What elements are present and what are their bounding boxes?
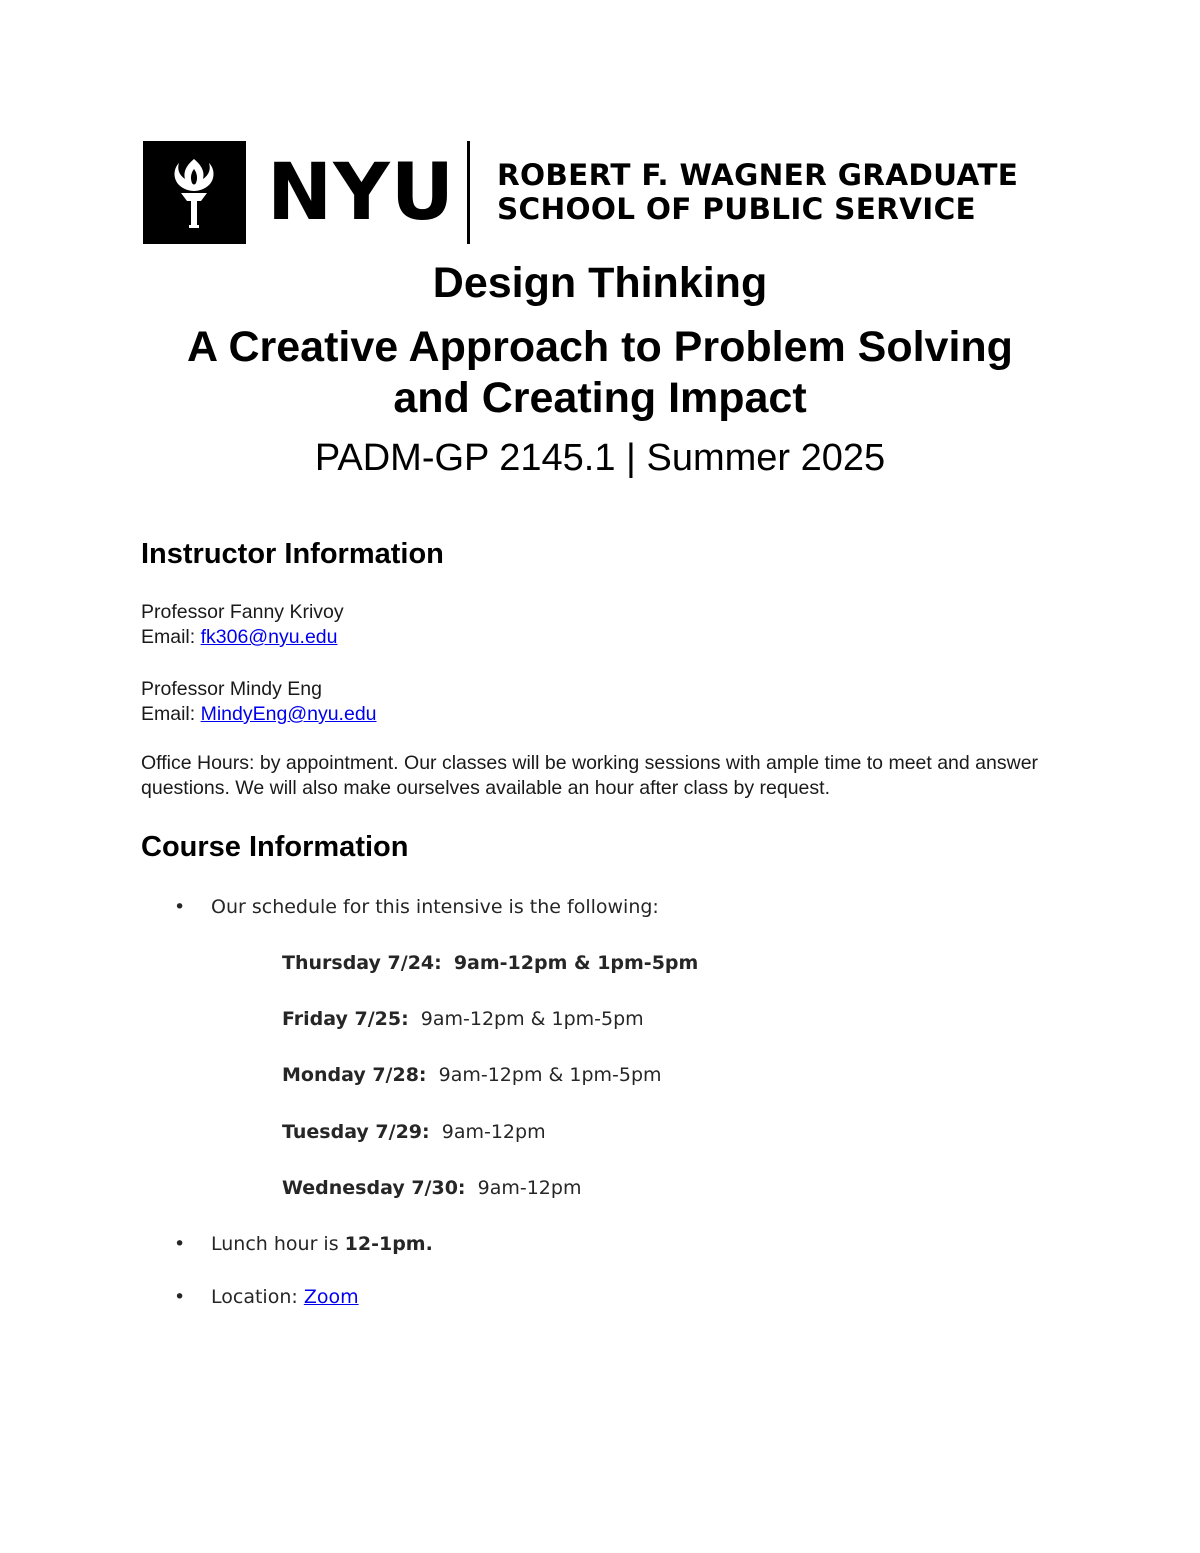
course-code: PADM-GP 2145.1 | Summer 2025 xyxy=(314,437,886,479)
course-title: Design Thinking xyxy=(432,259,768,307)
course-subtitle-line2: and Creating Impact xyxy=(393,374,807,422)
professor-block xyxy=(141,677,1071,727)
professor-email-line xyxy=(141,702,1071,727)
school-name xyxy=(497,158,1018,226)
lunch-text xyxy=(211,1232,433,1256)
schedule-row xyxy=(282,1120,546,1144)
location-text xyxy=(211,1285,359,1309)
schedule-row xyxy=(282,951,698,975)
lunch-prefix: Lunch hour is xyxy=(211,1233,339,1255)
schedule-row xyxy=(282,1063,662,1087)
schedule-day: Tuesday 7/29: xyxy=(282,1121,430,1143)
location-label: Location: xyxy=(211,1286,298,1308)
email-label: Email: xyxy=(141,703,196,725)
zoom-link[interactable]: Zoom xyxy=(303,1286,359,1308)
school-name-line1: ROBERT F. WAGNER GRADUATE xyxy=(497,158,1019,192)
lunch-time: 12-1pm. xyxy=(344,1233,433,1255)
logo-divider xyxy=(467,141,470,244)
professor-name: Professor Fanny Krivoy xyxy=(141,601,344,623)
bullet-icon: • xyxy=(174,896,186,918)
email-label: Email: xyxy=(141,626,196,648)
schedule-day: Friday 7/25: xyxy=(282,1008,409,1030)
course-heading: Course Information xyxy=(141,831,409,863)
course-subtitle xyxy=(0,322,1200,424)
bullet-icon: • xyxy=(174,1233,186,1255)
nyu-wordmark: NYU xyxy=(267,148,456,238)
schedule-day: Thursday 7/24: xyxy=(282,952,442,974)
professor-name: Professor Mindy Eng xyxy=(141,678,322,700)
schedule-row xyxy=(282,1007,644,1031)
course-subtitle-line1: A Creative Approach to Problem Solving xyxy=(187,323,1013,371)
schedule-day: Monday 7/28: xyxy=(282,1064,427,1086)
schedule-day: Wednesday 7/30: xyxy=(282,1177,466,1199)
professor-email-link[interactable]: MindyEng@nyu.edu xyxy=(200,703,377,725)
bullet-icon: • xyxy=(174,1286,186,1308)
schedule-time: 9am-12pm xyxy=(441,1121,546,1143)
nyu-wagner-logo xyxy=(143,141,1063,245)
professor-email-line xyxy=(141,625,1071,650)
schedule-row xyxy=(282,1176,581,1200)
instructor-heading: Instructor Information xyxy=(141,538,444,570)
schedule-time: 9am-12pm & 1pm-5pm xyxy=(420,1008,644,1030)
schedule-time: 9am-12pm & 1pm-5pm xyxy=(438,1064,662,1086)
school-name-line2: SCHOOL OF PUBLIC SERVICE xyxy=(497,192,976,226)
schedule-time: 9am-12pm & 1pm-5pm xyxy=(453,952,699,974)
professor-block xyxy=(141,600,1071,650)
torch-icon xyxy=(143,141,246,244)
schedule-time: 9am-12pm xyxy=(477,1177,582,1199)
professor-email-link[interactable]: fk306@nyu.edu xyxy=(200,626,338,648)
schedule-intro: Our schedule for this intensive is the following: xyxy=(211,896,659,918)
office-hours: Office Hours: by appointment. Our classes will be working sessions with ample time to meet and answer questions. We will also make ourselves available an hour after class by request. xyxy=(141,752,1039,799)
